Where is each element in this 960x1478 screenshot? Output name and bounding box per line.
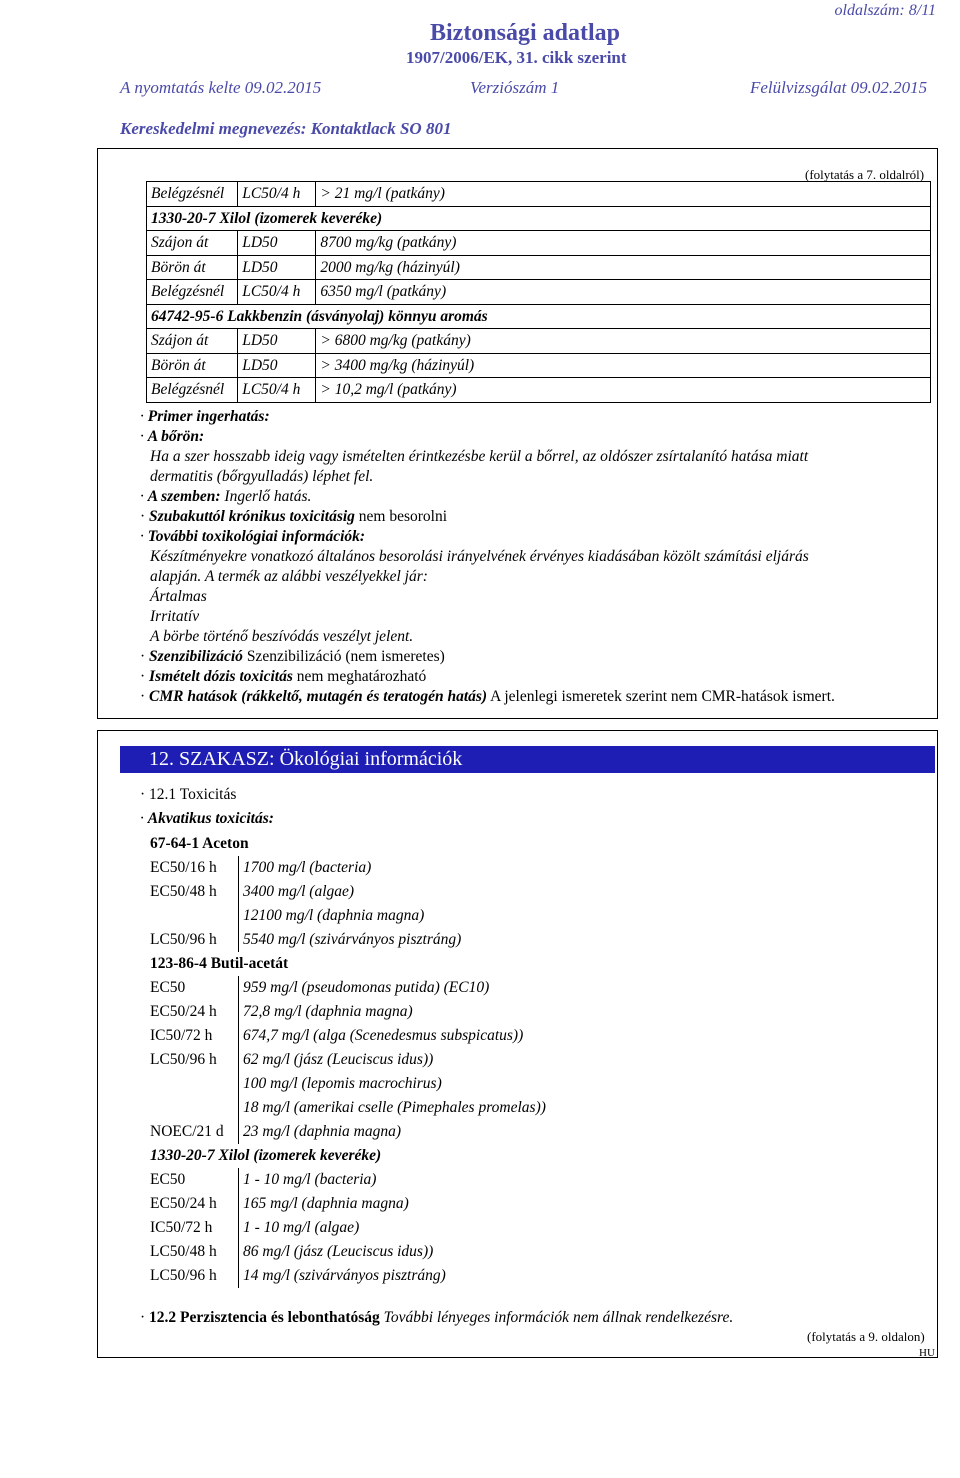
primary-heading: · Primer ingerhatás: (140, 408, 270, 425)
tox-row (147, 304, 931, 329)
eco-type: IC50/72 h (146, 1216, 239, 1240)
eco-type: EC50/16 h (146, 856, 239, 880)
version: Verziószám 1 (470, 78, 560, 97)
eco-value: 23 mg/l (daphnia magna) (239, 1120, 929, 1144)
eco-type: LC50/48 h (146, 1240, 239, 1264)
tox-row (147, 378, 931, 403)
eco-value: 5540 mg/l (szivárványos pisztráng) (239, 928, 929, 952)
eco-type: LC50/96 h (146, 928, 239, 952)
tox-row (147, 206, 931, 231)
trade-name: Kereskedelmi megnevezés: Kontaktlack SO 801 (120, 119, 452, 138)
substance-name: 123-86-4 Butil-acetát (150, 955, 289, 972)
eco-row (146, 880, 928, 904)
tox-type: LD50 (238, 255, 316, 280)
continued-to: (folytatás a 9. oldalon) (807, 1329, 925, 1344)
eco-row (146, 856, 928, 880)
further-heading: · További toxikológiai információk: (140, 528, 366, 545)
eco-value: 72,8 mg/l (daphnia magna) (239, 1000, 929, 1024)
language-code: HU (919, 1347, 935, 1359)
eco-value: 3400 mg/l (algae) (239, 880, 929, 904)
substance-name: 64742-95-6 Lakkbenzin (ásványolaj) könnyu aromás (147, 304, 931, 329)
eco-type: EC50/24 h (146, 1000, 239, 1024)
eco-row (146, 1000, 928, 1024)
tox-value: > 21 mg/l (patkány) (316, 182, 931, 207)
eco-row (146, 952, 928, 976)
eco-value: 14 mg/l (szivárványos pisztráng) (239, 1264, 929, 1288)
eco-row (146, 1144, 928, 1168)
tox-value: 2000 mg/kg (házinyúl) (316, 255, 931, 280)
tox-route: Belégzésnél (147, 378, 238, 403)
tox-route: Szájon át (147, 231, 238, 256)
eco-row (146, 1192, 928, 1216)
eco-table (146, 832, 928, 1288)
tox-row (147, 353, 931, 378)
tox-value: > 10,2 mg/l (patkány) (316, 378, 931, 403)
print-date: A nyomtatás kelte 09.02.2015 (120, 78, 322, 97)
eco-type: EC50/24 h (146, 1192, 239, 1216)
eco-type: IC50/72 h (146, 1024, 239, 1048)
skin-text-2: dermatitis (bőrgyulladás) léphet fel. (150, 468, 374, 485)
toxicity-table (146, 181, 931, 403)
eco-row (146, 1168, 928, 1192)
eco-row (146, 1264, 928, 1288)
tox-route: Börön át (147, 353, 238, 378)
eco-row (146, 976, 928, 1000)
eco-row (146, 1216, 928, 1240)
eye-line: · A szemben: Ingerlő hatás. (140, 488, 312, 505)
tox-route: Belégzésnél (147, 280, 238, 305)
eco-row (146, 1096, 928, 1120)
revision-date: Felülvizsgálat 09.02.2015 (750, 78, 928, 97)
tox-route: Szájon át (147, 329, 238, 354)
eco-type (146, 1072, 239, 1096)
tox-row (147, 255, 931, 280)
eco-row (146, 1072, 928, 1096)
eco-type: EC50 (146, 976, 239, 1000)
substance-name: 1330-20-7 Xilol (izomerek keveréke) (147, 206, 931, 231)
tox-type: LD50 (238, 329, 316, 354)
further-text-2: alapján. A termék az alábbi veszélyekkel jár: (150, 568, 428, 585)
tox-route: Belégzésnél (147, 182, 238, 207)
subacute-line: · Szubakuttól krónikus toxicitásig nem besorolni (140, 508, 448, 525)
tox-value: > 3400 mg/kg (házinyúl) (316, 353, 931, 378)
tox-row (147, 182, 931, 207)
page-number: oldalszám: 8/11 (834, 2, 936, 19)
eco-row (146, 1024, 928, 1048)
eco-value: 1 - 10 mg/l (bacteria) (239, 1168, 929, 1192)
eco-type (146, 904, 239, 928)
continued-from: (folytatás a 7. oldalról) (805, 167, 925, 182)
document-title: Biztonsági adatlap (430, 20, 621, 46)
aquatic-heading: · Akvatikus toxicitás: (140, 810, 274, 827)
hazard-2: Irritatív (150, 608, 200, 625)
eco-type (146, 1096, 239, 1120)
eco-type: LC50/96 h (146, 1048, 239, 1072)
tox-row (147, 329, 931, 354)
further-text-1: Készítményekre vonatkozó általános besorolási irányelvének érvényes kiadásában közölt számítási eljárás (150, 548, 809, 565)
substance-name: 67-64-1 Aceton (150, 835, 249, 852)
eco-value: 674,7 mg/l (alga (Scenedesmus subspicatus)) (239, 1024, 929, 1048)
tox-type: LD50 (238, 231, 316, 256)
tox-value: 8700 mg/kg (patkány) (316, 231, 931, 256)
skin-heading: · A bőrön: (140, 428, 205, 445)
tox-type: LC50/4 h (238, 280, 316, 305)
document-subtitle: 1907/2006/EK, 31. cikk szerint (406, 48, 627, 67)
eco-row (146, 832, 928, 856)
tox-type: LD50 (238, 353, 316, 378)
repeat-dose-line: · Ismételt dózis toxicitás nem meghatározható (140, 668, 427, 685)
eco-row (146, 1120, 928, 1144)
eco-row (146, 904, 928, 928)
eco-value: 86 mg/l (jász (Leuciscus idus)) (239, 1240, 929, 1264)
eco-value: 959 mg/l (pseudomonas putida) (EC10) (239, 976, 929, 1000)
eco-row (146, 928, 928, 952)
section-12-title: 12. SZAKASZ: Ökológiai információk (149, 748, 463, 770)
tox-route: Börön át (147, 255, 238, 280)
sensitization-line: · Szenzibilizáció Szenzibilizáció (nem ismeretes) (140, 648, 445, 665)
hazard-3: A börbe történő beszívódás veszélyt jelent. (150, 628, 414, 645)
tox-row (147, 231, 931, 256)
eco-value: 62 mg/l (jász (Leuciscus idus)) (239, 1048, 929, 1072)
tox-value: 6350 mg/l (patkány) (316, 280, 931, 305)
tox-value: > 6800 mg/kg (patkány) (316, 329, 931, 354)
eco-value: 1700 mg/l (bacteria) (239, 856, 929, 880)
tox-type: LC50/4 h (238, 378, 316, 403)
eco-value: 1 - 10 mg/l (algae) (239, 1216, 929, 1240)
eco-type: LC50/96 h (146, 1264, 239, 1288)
persistence-line: · 12.2 Perzisztencia és lebonthatóság További lényeges információk nem állnak rendelkezésre. (140, 1309, 734, 1326)
toxicity-heading: · 12.1 Toxicitás (140, 786, 237, 803)
eco-row (146, 1048, 928, 1072)
eco-type: NOEC/21 d (146, 1120, 239, 1144)
eco-value: 18 mg/l (amerikai cselle (Pimephales promelas)) (239, 1096, 929, 1120)
tox-row (147, 280, 931, 305)
eco-type: EC50/48 h (146, 880, 239, 904)
cmr-line: · CMR hatások (rákkeltő, mutagén és teratogén hatás) A jelenlegi ismeretek szerint nem CMR-hatások ismert. (140, 688, 835, 705)
eco-value: 165 mg/l (daphnia magna) (239, 1192, 929, 1216)
eco-value: 100 mg/l (lepomis macrochirus) (239, 1072, 929, 1096)
substance-name: 1330-20-7 Xilol (izomerek keveréke) (150, 1147, 382, 1164)
hazard-1: Ártalmas (150, 588, 207, 605)
eco-type: EC50 (146, 1168, 239, 1192)
eco-value: 12100 mg/l (daphnia magna) (239, 904, 929, 928)
skin-text-1: Ha a szer hosszabb ideig vagy ismételten érintkezésbe kerül a bőrrel, az oldószer zsírtalanító hatása miatt (150, 448, 809, 465)
eco-row (146, 1240, 928, 1264)
tox-type: LC50/4 h (238, 182, 316, 207)
